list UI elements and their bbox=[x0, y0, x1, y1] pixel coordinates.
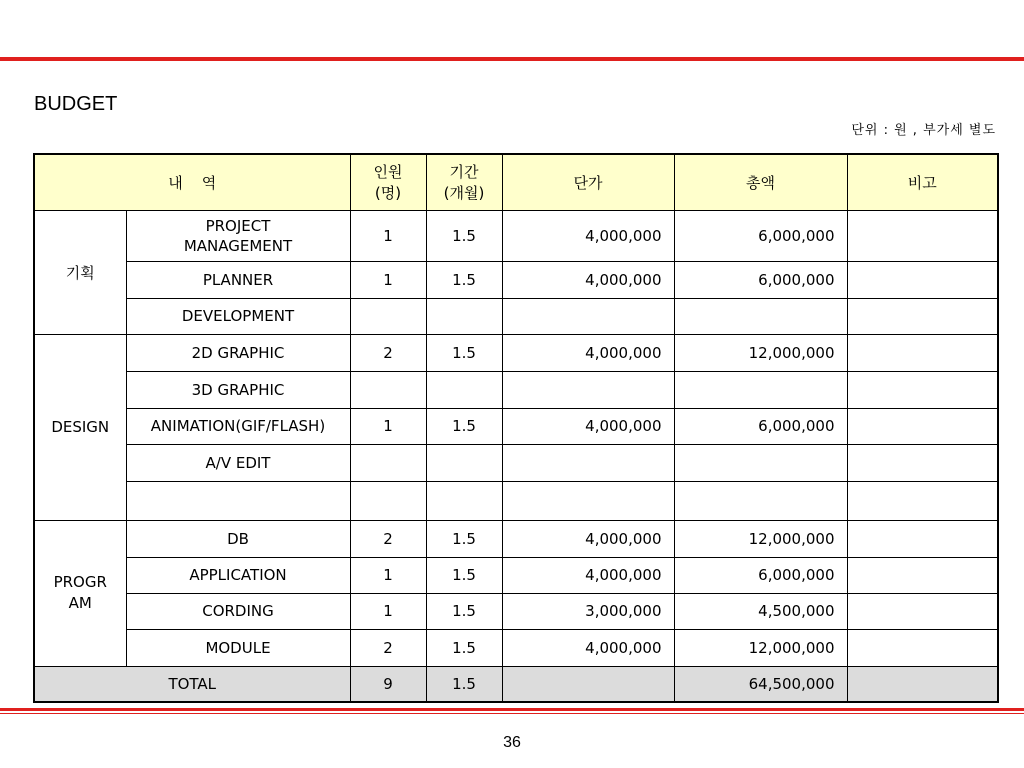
total-price bbox=[502, 666, 674, 702]
row-note bbox=[847, 334, 998, 371]
table-row bbox=[34, 210, 998, 261]
row-amount: 12,000,000 bbox=[674, 629, 847, 666]
row-item: APPLICATION bbox=[126, 557, 350, 593]
row-period: 1.5 bbox=[426, 210, 502, 261]
row-amount: 6,000,000 bbox=[674, 261, 847, 298]
header-people: 인원 (명) bbox=[350, 154, 426, 210]
row-amount: 12,000,000 bbox=[674, 334, 847, 371]
table-row bbox=[34, 593, 998, 629]
total-label: TOTAL bbox=[34, 666, 350, 702]
total-note bbox=[847, 666, 998, 702]
header-period: 기간 (개월) bbox=[426, 154, 502, 210]
row-note bbox=[847, 261, 998, 298]
row-price: 4,000,000 bbox=[502, 334, 674, 371]
bottom-red-rule bbox=[0, 708, 1024, 711]
row-price: 3,000,000 bbox=[502, 593, 674, 629]
row-price bbox=[502, 371, 674, 408]
table-row bbox=[34, 371, 998, 408]
total-row bbox=[34, 666, 998, 702]
budget-table bbox=[33, 153, 999, 703]
row-people: 1 bbox=[350, 210, 426, 261]
row-amount: 6,000,000 bbox=[674, 408, 847, 444]
header-row bbox=[34, 154, 998, 210]
total-amount: 64,500,000 bbox=[674, 666, 847, 702]
row-note bbox=[847, 629, 998, 666]
row-period: 1.5 bbox=[426, 629, 502, 666]
row-price bbox=[502, 444, 674, 481]
category-planning: 기획 bbox=[34, 210, 126, 334]
row-period bbox=[426, 444, 502, 481]
row-note bbox=[847, 371, 998, 408]
row-note bbox=[847, 557, 998, 593]
row-item: 2D GRAPHIC bbox=[126, 334, 350, 371]
table-row bbox=[34, 481, 998, 520]
page-number: 36 bbox=[503, 734, 521, 751]
row-price: 4,000,000 bbox=[502, 629, 674, 666]
unit-note: 단위 : 원 , 부가세 별도 bbox=[851, 123, 996, 138]
table-row bbox=[34, 629, 998, 666]
table-row bbox=[34, 261, 998, 298]
table-row bbox=[34, 520, 998, 557]
row-people: 1 bbox=[350, 408, 426, 444]
row-note bbox=[847, 481, 998, 520]
row-note bbox=[847, 298, 998, 334]
bottom-red-rule-thin bbox=[0, 713, 1024, 714]
row-people bbox=[350, 298, 426, 334]
row-amount: 6,000,000 bbox=[674, 557, 847, 593]
row-amount: 6,000,000 bbox=[674, 210, 847, 261]
row-note bbox=[847, 444, 998, 481]
total-period: 1.5 bbox=[426, 666, 502, 702]
table-row bbox=[34, 557, 998, 593]
category-program: PROGR AM bbox=[34, 520, 126, 666]
row-item: ANIMATION(GIF/FLASH) bbox=[126, 408, 350, 444]
table-row bbox=[34, 298, 998, 334]
row-people bbox=[350, 444, 426, 481]
header-remarks: 비고 bbox=[847, 154, 998, 210]
row-people: 2 bbox=[350, 520, 426, 557]
row-price bbox=[502, 481, 674, 520]
row-period: 1.5 bbox=[426, 334, 502, 371]
header-item: 내 역 bbox=[34, 154, 350, 210]
header-unit-price: 단가 bbox=[502, 154, 674, 210]
row-amount bbox=[674, 298, 847, 334]
row-period bbox=[426, 481, 502, 520]
row-period: 1.5 bbox=[426, 593, 502, 629]
row-amount bbox=[674, 371, 847, 408]
row-item: PLANNER bbox=[126, 261, 350, 298]
row-period: 1.5 bbox=[426, 520, 502, 557]
row-period: 1.5 bbox=[426, 261, 502, 298]
table-row bbox=[34, 408, 998, 444]
row-item: DEVELOPMENT bbox=[126, 298, 350, 334]
row-people: 1 bbox=[350, 557, 426, 593]
row-amount bbox=[674, 444, 847, 481]
row-period: 1.5 bbox=[426, 408, 502, 444]
category-design: DESIGN bbox=[34, 334, 126, 520]
row-people: 2 bbox=[350, 334, 426, 371]
row-people: 2 bbox=[350, 629, 426, 666]
row-note bbox=[847, 408, 998, 444]
row-price: 4,000,000 bbox=[502, 261, 674, 298]
row-period bbox=[426, 371, 502, 408]
row-amount: 4,500,000 bbox=[674, 593, 847, 629]
row-amount: 12,000,000 bbox=[674, 520, 847, 557]
row-price bbox=[502, 298, 674, 334]
row-item: A/V EDIT bbox=[126, 444, 350, 481]
row-people bbox=[350, 371, 426, 408]
row-note bbox=[847, 593, 998, 629]
header-total-amount: 총액 bbox=[674, 154, 847, 210]
row-item: PROJECT MANAGEMENT bbox=[126, 210, 350, 261]
row-note bbox=[847, 210, 998, 261]
total-people: 9 bbox=[350, 666, 426, 702]
row-people: 1 bbox=[350, 261, 426, 298]
page-title: BUDGET bbox=[34, 93, 118, 115]
row-people bbox=[350, 481, 426, 520]
row-price: 4,000,000 bbox=[502, 557, 674, 593]
top-red-rule bbox=[0, 57, 1024, 61]
table-row bbox=[34, 334, 998, 371]
row-price: 4,000,000 bbox=[502, 520, 674, 557]
row-period: 1.5 bbox=[426, 557, 502, 593]
row-item: CORDING bbox=[126, 593, 350, 629]
table-row bbox=[34, 444, 998, 481]
row-amount bbox=[674, 481, 847, 520]
row-item: MODULE bbox=[126, 629, 350, 666]
row-people: 1 bbox=[350, 593, 426, 629]
row-item bbox=[126, 481, 350, 520]
row-price: 4,000,000 bbox=[502, 210, 674, 261]
row-period bbox=[426, 298, 502, 334]
row-item: 3D GRAPHIC bbox=[126, 371, 350, 408]
row-note bbox=[847, 520, 998, 557]
row-price: 4,000,000 bbox=[502, 408, 674, 444]
row-item: DB bbox=[126, 520, 350, 557]
